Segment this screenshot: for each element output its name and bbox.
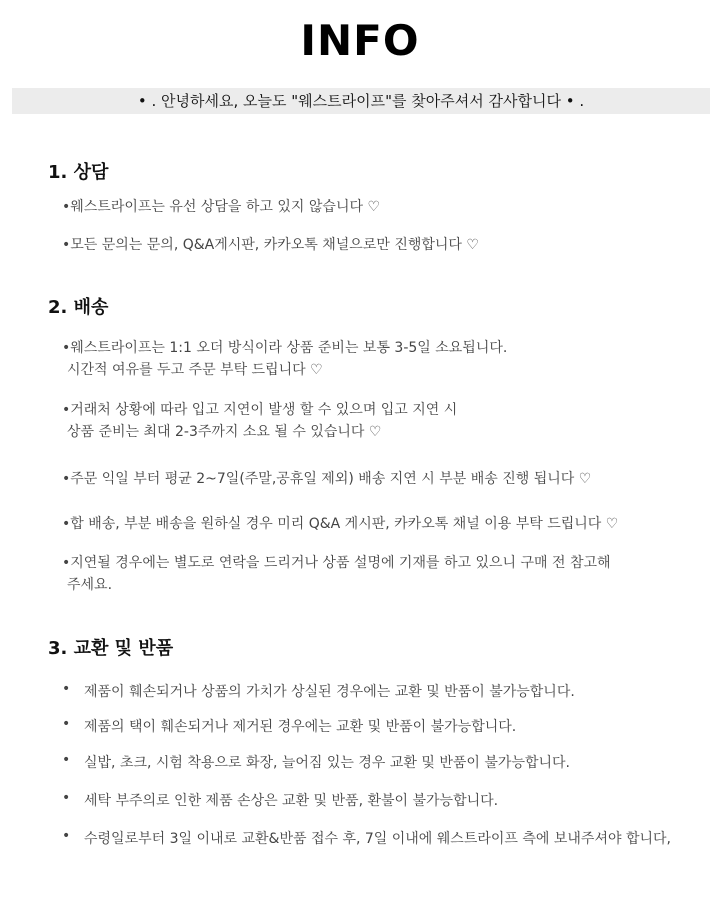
bullet: • xyxy=(62,752,71,768)
section-heading: 3. 교환 및 반품 xyxy=(48,638,174,659)
list-item-line: •거래처 상황에 따라 입고 지연이 발생 할 수 있으며 입고 지연 시 xyxy=(62,402,458,418)
list-item-text: 실밥, 초크, 시험 착용으로 화장, 늘어짐 있는 경우 교환 및 반품이 불가능합니다. xyxy=(84,755,570,771)
list-item-text: 제품이 훼손되거나 상품의 가치가 상실된 경우에는 교환 및 반품이 불가능합니다. xyxy=(84,684,575,700)
list-item-text: 수령일로부터 3일 이내로 교환&반품 접수 후, 7일 이내에 웨스트라이프 측에 보내주셔야 합니다, xyxy=(84,831,671,847)
bullet: • xyxy=(62,716,71,732)
list-item-line: 주세요. xyxy=(67,577,113,593)
bullet: • xyxy=(62,681,71,697)
list-item-line: •웨스트라이프는 1:1 오더 방식이라 상품 준비는 보통 3-5일 소요됩니다. xyxy=(62,340,508,356)
list-item-text: 세탁 부주의로 인한 제품 손상은 교환 및 반품, 환불이 불가능합니다. xyxy=(84,793,499,809)
list-item: •모든 문의는 문의, Q&A게시판, 카카오톡 채널으로만 진행합니다 ♡ xyxy=(62,237,479,253)
list-item: •웨스트라이프는 유선 상담을 하고 있지 않습니다 ♡ xyxy=(62,199,380,215)
section-consultation-items xyxy=(48,158,708,268)
list-item xyxy=(62,552,611,596)
greeting-banner: • . 안녕하세요, 오늘도 "웨스트라이프"를 찾아주셔서 감사합니다 • . xyxy=(12,88,710,114)
list-item-line: •합 배송, 부분 배송을 원하실 경우 미리 Q&A 게시판, 카카오톡 채널 이용 부탁 드립니다 ♡ xyxy=(62,516,619,532)
section-exchange-items xyxy=(48,634,708,874)
list-item-line: •지연될 경우에는 별도로 연락을 드리거나 상품 설명에 기재를 하고 있으니 구매 전 참고해 xyxy=(62,555,611,571)
list-item xyxy=(62,399,457,443)
section-shipping-items xyxy=(48,293,708,603)
section-heading: 2. 배송 xyxy=(48,297,109,318)
bullet: • xyxy=(62,828,71,844)
list-item-line: 시간적 여유를 두고 주문 부탁 드립니다 ♡ xyxy=(67,362,323,378)
page-title: INFO xyxy=(300,16,420,65)
section-heading: 1. 상담 xyxy=(48,162,109,183)
list-item xyxy=(62,468,591,490)
list-item-line: 상품 준비는 최대 2-3주까지 소요 될 수 있습니다 ♡ xyxy=(67,424,382,440)
bullet: • xyxy=(62,790,71,806)
list-item xyxy=(62,513,618,535)
list-item xyxy=(62,337,507,381)
list-item-line: •주문 익일 부터 평균 2~7일(주말,공휴일 제외) 배송 지연 시 부분 배송 진행 됩니다 ♡ xyxy=(62,471,592,487)
list-item-text: 제품의 택이 훼손되거나 제거된 경우에는 교환 및 반품이 불가능합니다. xyxy=(84,719,517,735)
